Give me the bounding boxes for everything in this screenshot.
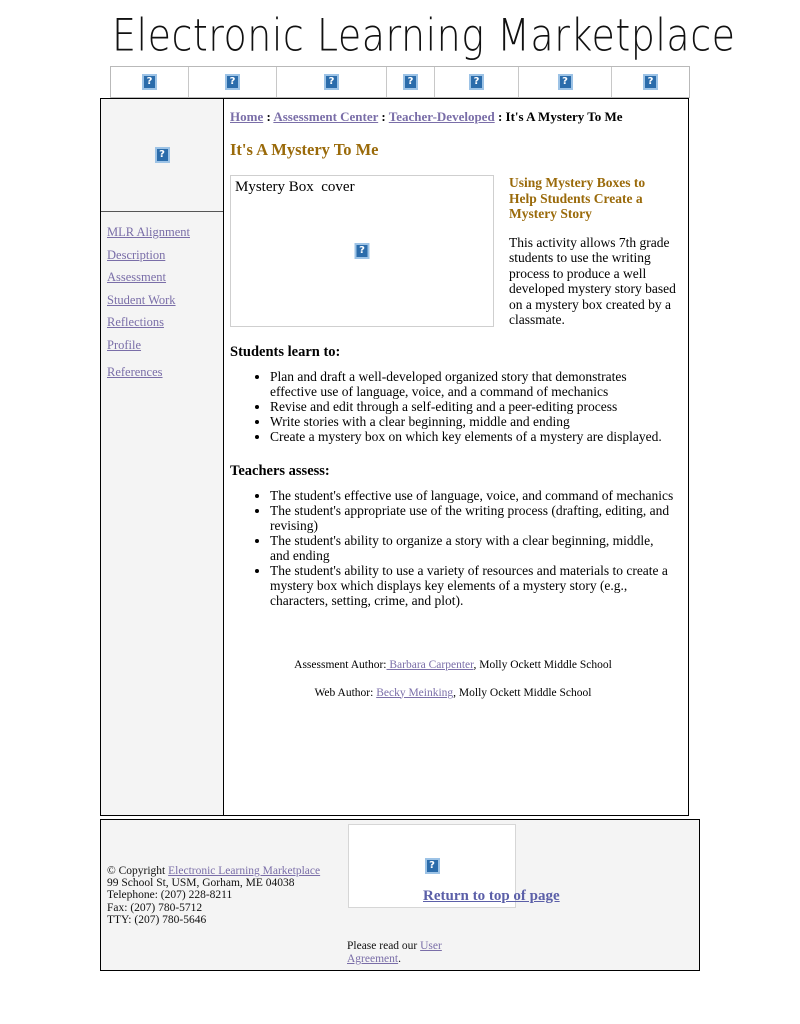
mystery-box-image-placeholder[interactable] bbox=[230, 175, 494, 327]
broken-image-icon: ? bbox=[403, 74, 418, 90]
site-banner bbox=[100, 8, 736, 63]
list-item: • Write stories with a clear beginning, middle and ending bbox=[270, 414, 676, 429]
assessment-author-school: , Molly Ockett Middle School bbox=[473, 658, 612, 671]
sidebar-item-profile[interactable]: Profile bbox=[107, 337, 142, 352]
nav-item-5[interactable] bbox=[519, 67, 612, 97]
breadcrumb-link-home[interactable]: Home bbox=[230, 109, 264, 124]
authors-block bbox=[230, 658, 676, 700]
agreement-prefix: Please read our bbox=[347, 940, 421, 952]
breadcrumb-current: It's A Mystery To Me bbox=[505, 109, 623, 124]
nav-item-2[interactable] bbox=[277, 67, 387, 97]
sidebar-item-description[interactable]: Description bbox=[107, 247, 166, 262]
broken-image-icon: ? bbox=[324, 74, 339, 90]
list-item: • The student's ability to organize a story with a clear beginning, middle, and ending bbox=[270, 533, 676, 563]
copyright-link[interactable]: Electronic Learning Marketplace bbox=[168, 865, 321, 877]
broken-image-icon: ? bbox=[142, 74, 157, 90]
assessment-author-link[interactable]: Barbara Carpenter bbox=[386, 658, 474, 671]
broken-image-icon: ? bbox=[225, 74, 240, 90]
list-item: • Plan and draft a well-developed organized story that demonstrates effective use of language, voice, and a command of mechanics bbox=[270, 369, 676, 399]
footer-telephone: Telephone: (207) 228-8211 bbox=[107, 889, 233, 902]
breadcrumb-link-assessment-center[interactable]: Assessment Center bbox=[273, 109, 379, 124]
broken-image-icon: ? bbox=[155, 147, 170, 163]
breadcrumb-separator: : bbox=[378, 109, 389, 124]
breadcrumb-separator: : bbox=[494, 109, 506, 124]
list-item: • Create a mystery box on which key elements of a mystery are displayed. bbox=[270, 429, 676, 444]
sidebar-item-mlr-alignment[interactable]: MLR Alignment bbox=[107, 225, 190, 239]
site-footer bbox=[100, 819, 700, 971]
list-item: • Revise and edit through a self-editing and a peer-editing process bbox=[270, 399, 676, 414]
teachers-assess-list bbox=[230, 488, 676, 608]
list-item: • The student's ability to use a variety of resources and materials to create a mystery box which displays key elements of a mystery story (e.g., characters, setting, crime, and plot). bbox=[270, 563, 676, 608]
web-author-school: , Molly Ockett Middle School bbox=[453, 686, 592, 699]
copyright-prefix: © Copyright bbox=[107, 865, 169, 877]
broken-image-icon: ? bbox=[425, 858, 440, 874]
promo-heading: Using Mystery Boxes to Help Students Create a Mystery Story bbox=[509, 175, 646, 221]
content-area bbox=[224, 99, 688, 815]
broken-image-icon: ? bbox=[355, 243, 370, 259]
sidebar-image-placeholder[interactable] bbox=[101, 99, 223, 212]
user-agreement-text bbox=[347, 940, 467, 966]
footer-fax: Fax: (207) 780-5712 bbox=[107, 901, 203, 914]
sidebar-item-references[interactable]: References bbox=[107, 364, 163, 379]
students-learn-list bbox=[230, 369, 676, 444]
assessment-author-label: Assessment Author: bbox=[294, 658, 387, 671]
main-navigation[interactable] bbox=[110, 66, 690, 98]
broken-image-icon: ? bbox=[643, 74, 658, 90]
footer-tty: TTY: (207) 780-5646 bbox=[107, 913, 207, 926]
agreement-suffix: . bbox=[398, 953, 401, 965]
broken-image-icon: ? bbox=[558, 74, 573, 90]
footer-address: 99 School St, USM, Gorham, ME 04038 bbox=[107, 877, 295, 890]
image-alt-caption: Mystery Box cover bbox=[235, 179, 355, 195]
overview-block bbox=[230, 175, 676, 328]
nav-item-3[interactable] bbox=[387, 67, 435, 97]
breadcrumb bbox=[230, 109, 676, 125]
web-author-label: Web Author: bbox=[314, 686, 377, 699]
sidebar-item-assessment[interactable]: Assessment bbox=[107, 270, 167, 284]
web-author-link[interactable]: Becky Meinking bbox=[376, 686, 454, 699]
nav-item-1[interactable] bbox=[189, 67, 277, 97]
sidebar-item-student-work[interactable]: Student Work bbox=[107, 292, 176, 307]
web-author-line bbox=[230, 686, 676, 700]
promo-description: This activity allows 7th grade students to use the writing process to produce a well developed mystery story based on a mystery box created by a classmate. bbox=[509, 234, 676, 327]
promo-column bbox=[494, 175, 676, 328]
breadcrumb-link-teacher-developed[interactable]: Teacher-Developed bbox=[388, 109, 495, 124]
footer-inner bbox=[101, 820, 699, 970]
user-agreement-link[interactable]: User Agreement bbox=[347, 940, 442, 965]
copyright-block bbox=[107, 865, 320, 926]
nav-item-4[interactable] bbox=[435, 67, 519, 97]
sidebar-link-list bbox=[101, 212, 223, 379]
return-to-top-link[interactable]: Return to top of page bbox=[423, 888, 560, 904]
list-item: • The student's appropriate use of the writing process (drafting, editing, and revising) bbox=[270, 503, 676, 533]
nav-item-0[interactable] bbox=[111, 67, 189, 97]
teachers-assess-heading: Teachers assess: bbox=[230, 462, 330, 479]
site-title: Electronic Learning Marketplace bbox=[112, 8, 736, 61]
page-title: It's A Mystery To Me bbox=[230, 140, 379, 159]
sidebar-item-reflections[interactable]: Reflections bbox=[107, 315, 164, 329]
assessment-author-line bbox=[230, 658, 676, 672]
main-content-frame bbox=[100, 98, 689, 816]
list-item: • The student's effective use of language, voice, and command of mechanics bbox=[270, 488, 676, 503]
nav-item-6[interactable] bbox=[612, 67, 689, 97]
sidebar bbox=[101, 99, 224, 815]
broken-image-icon: ? bbox=[469, 74, 484, 90]
breadcrumb-separator: : bbox=[263, 109, 274, 124]
students-learn-heading: Students learn to: bbox=[230, 343, 341, 360]
